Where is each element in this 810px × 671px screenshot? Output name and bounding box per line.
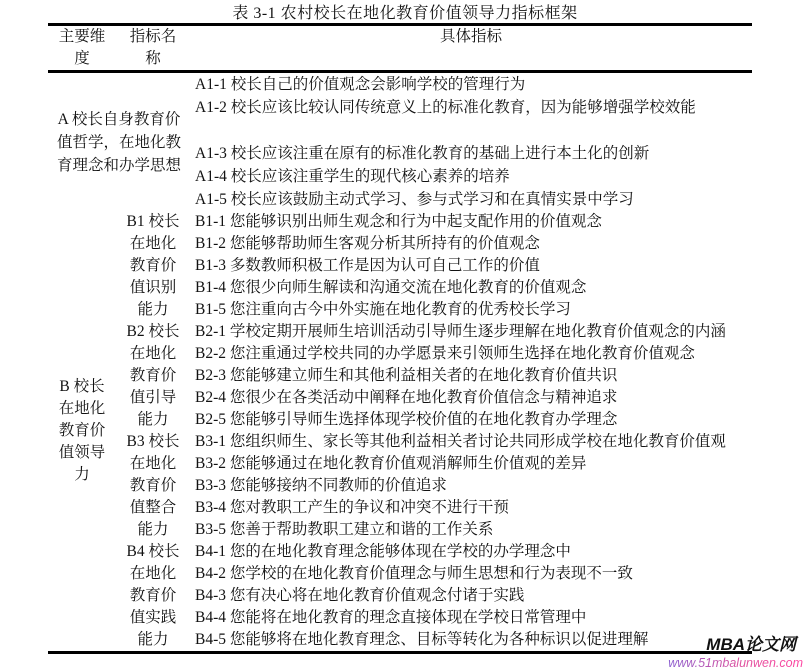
indicator-item: B1-4 您很少向师生解读和沟通交流在地化教育的价值观念 — [195, 279, 587, 296]
indicator-item: B1-3 多数教师积极工作是因为认可自己工作的价值 — [195, 257, 540, 274]
indicator-item: B4-2 您学校的在地化教育价值理念与师生思想和行为表现不一致 — [195, 565, 633, 582]
group-name-cell-b3 — [116, 431, 190, 541]
group-name-b2: B2 校长在地化教育价值引导能力 — [126, 323, 180, 428]
indicator-item: B1-5 您注重向古今中外实施在地化教育的优秀校长学习 — [195, 301, 571, 318]
group-row-b2 — [116, 321, 752, 431]
section-a-row — [48, 73, 752, 211]
indicator-item: B2-2 您注重通过学校共同的办学愿景来引领师生选择在地化教育价值观念 — [195, 345, 695, 362]
group-name-cell-b1 — [116, 211, 190, 321]
header-label-specific-indicator: 具体指标 — [439, 28, 502, 45]
indicator-item: B3-4 您对教职工产生的争议和冲突不进行干预 — [195, 499, 509, 516]
items-cell-b2 — [190, 321, 752, 431]
dimension-cell-a — [48, 73, 190, 211]
watermark-site-name: MBA论文网 — [706, 635, 796, 654]
indicator-item: A1-4 校长应该注重学生的现代核心素养的培养 — [195, 168, 510, 185]
indicator-item: A1-1 校长自己的价值观念会影响学校的管理行为 — [195, 76, 526, 93]
watermark-site-url: www.51mbalunwen.com — [668, 656, 803, 670]
indicator-table — [48, 23, 752, 654]
items-cell-a — [190, 73, 752, 211]
indicator-item: B2-3 您能够建立师生和其他利益相关者的在地化教育价值共识 — [195, 367, 618, 384]
indicator-item: B3-5 您善于帮助教职工建立和谐的工作关系 — [195, 521, 494, 538]
group-row-b1 — [116, 211, 752, 321]
group-name-cell-b2 — [116, 321, 190, 431]
header-cell-dimension — [48, 26, 116, 70]
indicator-item: B2-1 学校定期开展师生培训活动引导师生逐步理解在地化教育价值观念的内涵 — [195, 323, 726, 340]
indicator-item: B2-4 您很少在各类活动中阐释在地化教育价值信念与精神追求 — [195, 389, 618, 406]
items-cell-b1 — [190, 211, 752, 321]
section-b-groups — [116, 211, 752, 651]
dimension-label-a: A 校长自身教育价值哲学，在地化教育理念和办学思想 — [56, 110, 181, 174]
indicator-item — [190, 119, 752, 142]
indicator-item: A1-5 校长应该鼓励主动式学习、参与式学习和在真情实景中学习 — [195, 191, 634, 208]
group-name-b4: B4 校长在地化教育价值实践能力 — [126, 543, 180, 648]
group-name-b1: B1 校长在地化教育价值识别能力 — [126, 213, 180, 318]
indicator-item: A1-2 校长应该比较认同传统意义上的标准化教育，因为能够增强学校效能 — [195, 99, 696, 116]
dimension-cell-b — [48, 211, 116, 651]
header-label-indicator-name: 指标名称 — [129, 28, 177, 67]
indicator-item: B1-1 您能够识别出师生观念和行为中起支配作用的价值观念 — [195, 213, 602, 230]
indicator-item: B4-5 您能够将在地化教育理念、目标等转化为各种标识以促进理解 — [195, 631, 649, 648]
dimension-label-b: B 校长在地化教育价值领导力 — [58, 378, 106, 483]
table-caption: 表 3-1 农村校长在地化教育价值领导力指标框架 — [232, 5, 578, 22]
group-name-cell-b4 — [116, 541, 190, 651]
indicator-item: B3-1 您组织师生、家长等其他利益相关者讨论共同形成学校在地化教育价值观 — [195, 433, 726, 450]
table-header-row — [48, 26, 752, 73]
group-name-b3: B3 校长在地化教育价值整合能力 — [126, 433, 180, 538]
header-cell-specific-indicator — [190, 26, 752, 70]
indicator-item: B4-3 您有决心将在地化教育价值观念付诸于实践 — [195, 587, 525, 604]
indicator-item: B2-5 您能够引导师生选择体现学校价值的在地化教育办学理念 — [195, 411, 618, 428]
indicator-item: B4-4 您能将在地化教育的理念直接体现在学校日常管理中 — [195, 609, 587, 626]
indicator-item: B4-1 您的在地化教育理念能够体现在学校的办学理念中 — [195, 543, 571, 560]
indicator-item: B1-2 您能够帮助师生客观分析其所持有的价值观念 — [195, 235, 540, 252]
header-label-dimension: 主要维度 — [58, 28, 106, 67]
indicator-item: B3-2 您能够通过在地化教育价值观消解师生价值观的差异 — [195, 455, 587, 472]
group-row-b3 — [116, 431, 752, 541]
indicator-item: B3-3 您能够接纳不同教师的价值追求 — [195, 477, 447, 494]
indicator-item: A1-3 校长应该注重在原有的标准化教育的基础上进行本土化的创新 — [195, 145, 650, 162]
section-b-row — [48, 211, 752, 651]
items-cell-b4 — [190, 541, 752, 651]
items-cell-b3 — [190, 431, 752, 541]
header-cell-indicator-name — [116, 26, 190, 70]
group-row-b4 — [116, 541, 752, 651]
